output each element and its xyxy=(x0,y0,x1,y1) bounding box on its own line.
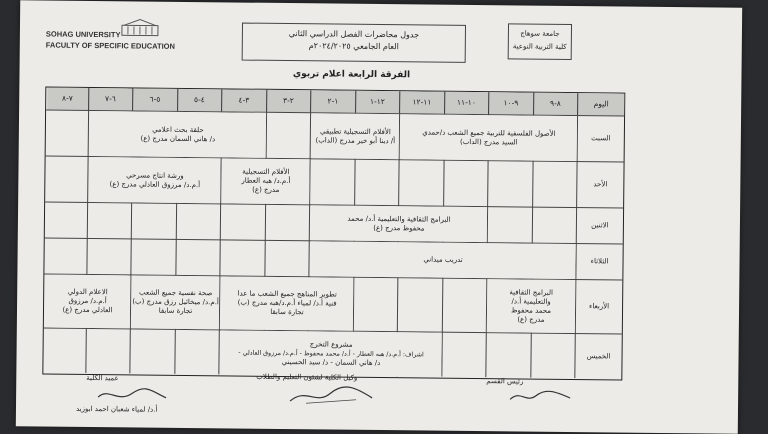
cell-wednesday-curriculum xyxy=(221,276,354,330)
cell-wednesday-international-media xyxy=(45,275,131,329)
class-title: الفرقة الرابعة اعلام تربوي xyxy=(281,69,421,80)
cell-line: الأفلام التسجيلية تطبيقي xyxy=(320,127,391,137)
cell-tuesday-field-training xyxy=(310,241,575,279)
cell-line: الأفلام التسجيلية xyxy=(242,168,289,177)
timetable xyxy=(42,86,625,380)
day-sunday: الأحد xyxy=(577,161,623,207)
cell-line: أ.م.د/ مرزوق xyxy=(68,297,106,306)
header-slot-9: ٤-٥ xyxy=(178,89,223,111)
cell-saturday-philosophy xyxy=(401,114,577,161)
header-slot-5: ١٢-١ xyxy=(356,91,401,113)
head-signature-icon xyxy=(506,385,576,406)
header-slot-2: ٩-١٠ xyxy=(489,92,534,114)
cell-line: الاعلام الدولي xyxy=(68,288,108,297)
cell-saturday-documentary xyxy=(312,113,399,159)
header-slot-3: ١٠-١١ xyxy=(445,92,490,114)
day-thursday: الخميس xyxy=(575,333,621,379)
cell-line: البرامج الثقافية xyxy=(509,288,553,297)
faculty-name-ar: كلية التربية النوعية xyxy=(509,40,571,54)
cell-line: مدرج (ع) xyxy=(252,186,279,195)
cell-line: السيد مدرج (الداب) xyxy=(460,137,518,147)
cell-line: مشروع التخرج xyxy=(310,340,353,349)
cell-line: تدريب ميداني xyxy=(423,255,462,264)
cell-monday-cultural-programs xyxy=(311,205,487,242)
header-slot-10: ٥-٦ xyxy=(133,88,178,110)
header-slot-7: ٢-٣ xyxy=(267,90,312,112)
university-logo-icon xyxy=(118,17,162,39)
dean-name: أ.د/ لمياء شعبان احمد ابوزيد xyxy=(76,405,157,414)
header-slot-12: ٧-٨ xyxy=(47,88,89,110)
university-name-ar: جامعة سوهاج xyxy=(509,27,571,41)
day-tuesday: الثلاثاء xyxy=(576,243,622,279)
header-slot-8: ٣-٤ xyxy=(222,89,267,111)
cell-line: د/ هاني السمان مدرج (ع) xyxy=(140,134,215,144)
cell-line: أ.م.د/ مرزوق العادلي مدرج (ع) xyxy=(110,180,201,190)
cell-line: تجارة سابقا xyxy=(159,307,193,316)
header-slot-6: ١-٢ xyxy=(311,90,356,112)
cell-line: أ.م.د/ هبه العطار xyxy=(241,177,290,187)
header-slot-4: ١١-١٢ xyxy=(400,91,445,113)
header-slot-11: ٦-٧ xyxy=(89,88,134,110)
cell-line: العادلي مدرج (ع) xyxy=(62,306,112,316)
cell-wednesday-mental-health xyxy=(132,275,220,329)
cell-line: حلقة بحث اعلامي xyxy=(152,125,204,135)
academic-year: العام الجامعي ٢٠٢٤/٢٠٢٥م xyxy=(243,40,465,54)
day-monday: الاثنين xyxy=(577,207,623,243)
day-saturday: السبت xyxy=(578,115,624,161)
university-name-arabic xyxy=(508,23,572,60)
cell-thursday-graduation-project xyxy=(220,330,441,376)
cell-line: د/ هاني السمان - د/ سيد الحسيني xyxy=(282,357,381,367)
dean-signature-icon xyxy=(92,385,172,406)
cell-sunday-documentary xyxy=(222,158,309,204)
cell-saturday-research xyxy=(90,111,266,158)
cell-line: الأصول الفلسفية للتربية جميع الشعب د/حمدي xyxy=(422,128,555,138)
dean-label: عميد الكلية xyxy=(86,374,118,382)
vice-dean-label: وكيل الكلية لشئون التعليم والطلاب xyxy=(256,373,357,382)
faculty-name-en: FACULTY OF SPECIFIC EDUCATION xyxy=(46,40,175,52)
cell-line: تجارة سابقا xyxy=(270,308,304,317)
cell-wednesday-cultural-programs xyxy=(487,279,576,333)
cell-line: البرامج الثقافية والتعليمية أ.د/ محمد xyxy=(347,214,450,224)
cell-line: تطوير المناهج جميع الشعب ما عدا xyxy=(237,290,336,300)
vice-dean-signature-icon xyxy=(286,383,376,408)
cell-line: مدرج (ع) xyxy=(517,315,544,324)
day-wednesday: الأربعاء xyxy=(576,279,623,333)
schedule-title-box xyxy=(242,23,466,63)
schedule-title: جدول محاضرات الفصل الدراسي الثاني xyxy=(243,28,465,42)
cell-line: محفوظ مدرج (ع) xyxy=(373,223,424,233)
cell-line: فنية أ.د/ لمياء أ.م.د/هبه مدرج (ب) xyxy=(238,299,337,309)
cell-line: محمد محفوظ xyxy=(511,306,551,315)
cell-line: اشراف: أ.م.د/ هبه العطار - أ.د/ محمد محفوظ - أ.م.د/ مرزوق العادلي - xyxy=(238,348,424,359)
cell-line: أ.م.د/ ميخائيل رزق مدرج (ب) xyxy=(132,297,219,307)
cell-line: ورشة انتاج مسرحي xyxy=(126,171,184,181)
cell-line: والتعليمية أ.د/ xyxy=(511,297,550,306)
cell-sunday-theater xyxy=(89,157,220,203)
cell-line: أ/ دينا أبو خير مدرج (الداب) xyxy=(315,136,395,146)
header-slot-1: ٨-٩ xyxy=(534,93,579,115)
cell-line: صحة نفسية جميع الشعب xyxy=(139,288,212,298)
university-name-en: SOHAG UNIVERSITY xyxy=(46,29,175,41)
head-of-department-label: رئيس القسم xyxy=(486,377,523,385)
grid-line xyxy=(85,110,89,373)
schedule-document xyxy=(16,0,742,434)
header-day: اليوم xyxy=(578,93,624,115)
